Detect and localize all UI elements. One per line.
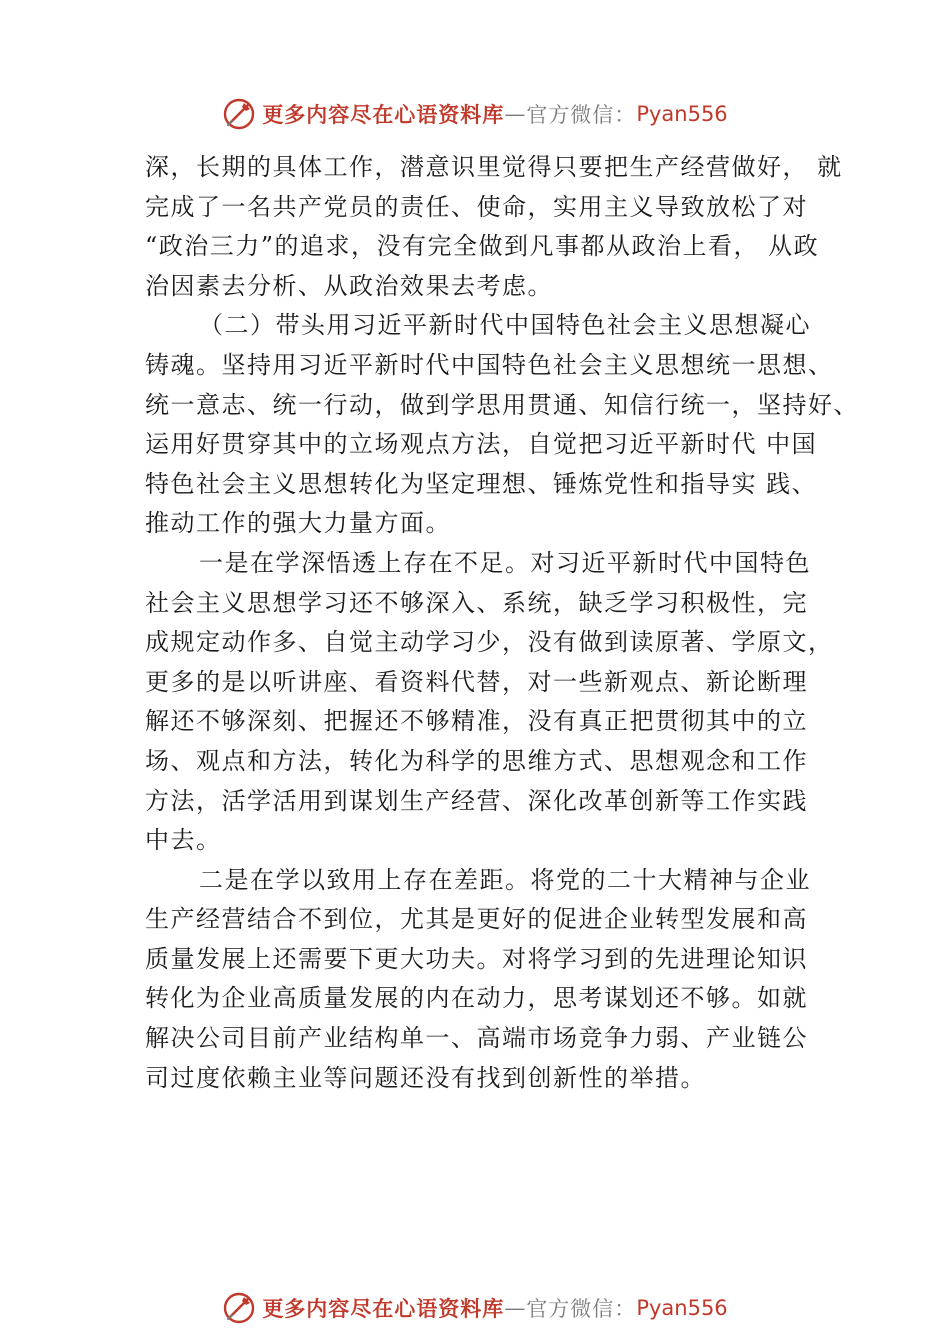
text-line: 转化为企业高质量发展的内在动力，思考谋划还不够。如就 [145,984,808,1013]
watermark-brand-text: 更多内容尽在心语资料库 [262,1296,505,1321]
logo-icon [222,97,256,131]
footer-watermark [0,1288,950,1328]
text-line: 质量发展上还需要下更大功夫。对将学习到的先进理论知识 [145,944,808,973]
paragraph-4 [145,861,845,1099]
watermark-wechat-label: 官方微信： [526,103,637,127]
document-body [145,148,859,1098]
text-line: 一是在学深悟透上存在不足。对习近平新时代中国特色 [199,548,811,577]
watermark-wechat-label: 官方微信： [526,1297,637,1321]
text-line: 二是在学以致用上存在差距。将党的二十大精神与企业 [199,865,811,894]
text-line: 运用好贯穿其中的立场观点方法，自觉把习近平新时代 中国 [145,430,818,459]
text-line: 特色社会主义思想转化为坚定理想、锤炼党性和指导实 践、 [145,469,818,498]
text-line: 解决公司目前产业结构单一、高端市场竞争力弱、产业链公 [145,1024,808,1053]
logo-icon [222,1291,256,1325]
text-line: 社会主义思想学习还不够深入、系统，缺乏学习积极性，完 [145,588,808,617]
text-line: 解还不够深刻、把握还不够精准，没有真正把贯彻其中的立 [145,707,808,736]
text-line: 成规定动作多、自觉主动学习少，没有做到读原著、学原文， [145,628,834,657]
watermark-dash: — [504,1296,527,1320]
text-line: 更多的是以听讲座、看资料代替，对一些新观点、新论断理 [145,667,808,696]
paragraph-2 [145,306,859,544]
text-line: 完成了一名共产党员的责任、使命，实用主义导致放松了对 [145,192,808,221]
text-line: 治因素去分析、从政治效果去考虑。 [145,271,553,300]
text-line: 司过度依赖主业等问题还没有找到创新性的举措。 [145,1063,706,1092]
text-line: 统一意志、统一行动，做到学思用贯通、知信行统一，坚持好、 [145,390,859,419]
text-line: “政治三力”的追求，没有完全做到凡事都从政治上看， 从政 [145,232,820,261]
watermark-dash: — [504,102,527,126]
text-line: 深，长期的具体工作，潜意识里觉得只要把生产经营做好， 就 [145,153,843,181]
text-line: 推动工作的强大力量方面。 [145,509,451,538]
text-line: 方法，活学活用到谋划生产经营、深化改革创新等工作实践 [145,786,808,815]
text-line: （二）带头用习近平新时代中国特色社会主义思想凝心 [199,311,811,340]
watermark-wechat-id: Pyan556 [636,102,728,126]
paragraph-3 [145,544,845,861]
text-line: 场、观点和方法，转化为科学的思维方式、思想观念和工作 [145,746,808,775]
header-watermark [0,94,950,134]
text-line: 铸魂。坚持用习近平新时代中国特色社会主义思想统一思想、 [145,350,834,379]
watermark-wechat-id: Pyan556 [636,1296,728,1320]
paragraph-1 [145,148,845,306]
text-line: 生产经营结合不到位，尤其是更好的促进企业转型发展和高 [145,905,808,934]
watermark-brand-text: 更多内容尽在心语资料库 [262,102,505,127]
text-line: 中去。 [145,826,222,855]
